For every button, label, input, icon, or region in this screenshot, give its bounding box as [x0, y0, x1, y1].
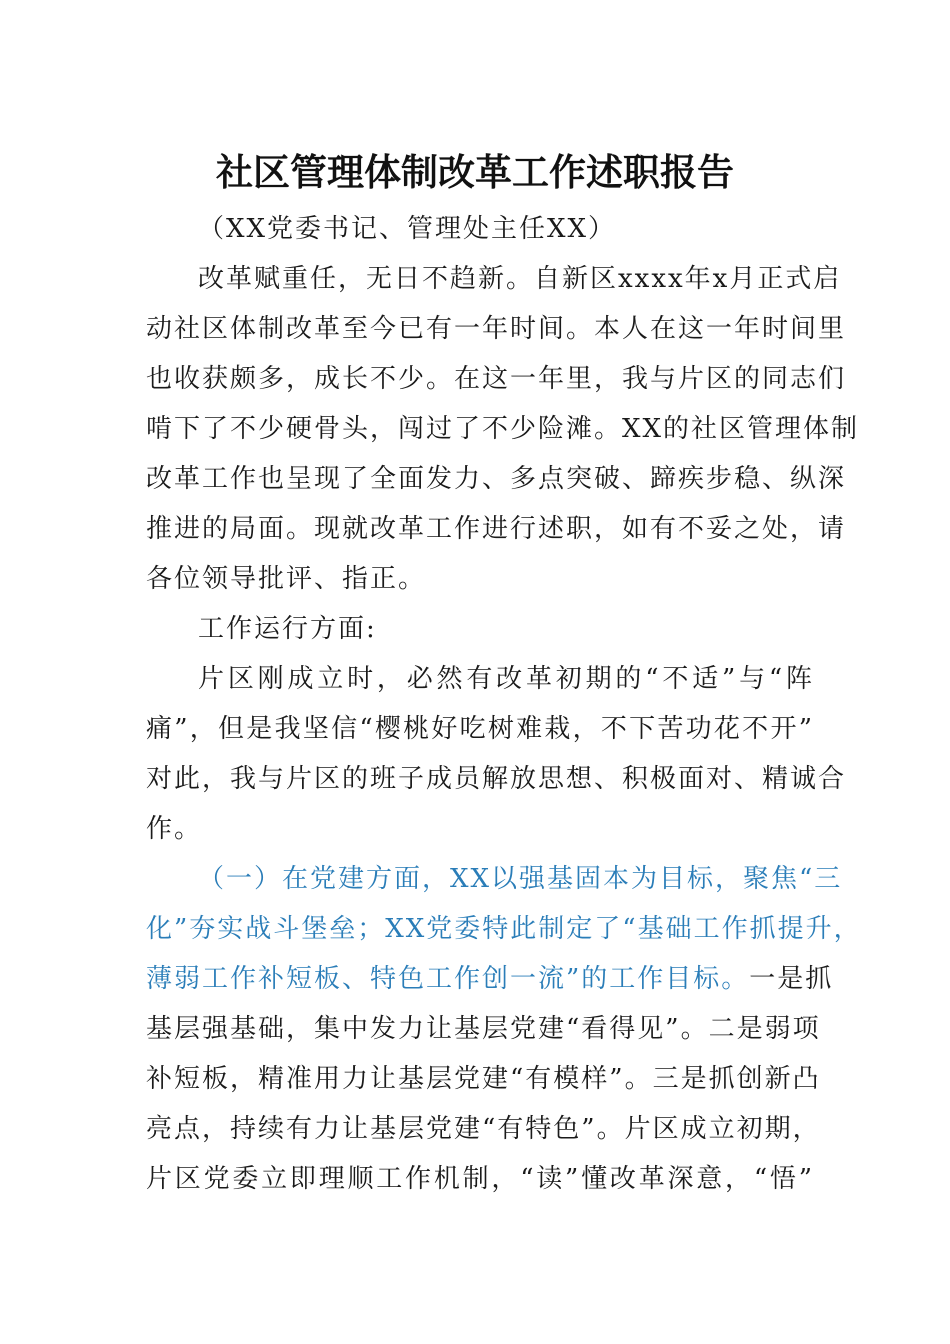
- highlighted-heading-line: （一）在党建方面，XX以强基固本为目标，聚焦“三: [198, 864, 843, 894]
- mixed-color-line: [146, 954, 834, 1004]
- paragraph-line: 对此，我与片区的班子成员解放思想、积极面对、精诚合: [146, 764, 847, 794]
- document-title: 社区管理体制改革工作述职报告: [216, 150, 734, 194]
- highlighted-heading-line: 化”夯实战斗堡垒；XX党委特此制定了“基础工作抓提升，: [146, 914, 862, 944]
- author-line: （XX党委书记、管理处主任XX）: [198, 214, 617, 244]
- paragraph-line: 亮点，持续有力让基层党建“有特色”。片区成立初期，: [146, 1114, 821, 1144]
- paragraph-line: 也收获颇多，成长不少。在这一年里，我与片区的同志们: [146, 364, 847, 394]
- section-heading: 工作运行方面:: [198, 614, 377, 644]
- document-body: [146, 204, 862, 1204]
- paragraph-line: 推进的局面。现就改革工作进行述职，如有不妥之处，请: [146, 514, 847, 544]
- paragraph-line: 改革工作也呈现了全面发力、多点突破、蹄疾步稳、纵深: [146, 464, 847, 494]
- paragraph-line: 作。: [146, 814, 203, 844]
- paragraph-line: 痛”，但是我坚信“樱桃好吃树难栽，不下苦功花不开”: [146, 714, 814, 744]
- paragraph-line: 动社区体制改革至今已有一年时间。本人在这一年时间里: [146, 314, 847, 344]
- paragraph-line: 片区党委立即理顺工作机制，“读”懂改革深意，“悟”: [146, 1164, 814, 1194]
- paragraph-line: 补短板，精准用力让基层党建“有模样”。三是抓创新凸: [146, 1064, 821, 1094]
- paragraph-line: 各位领导批评、指正。: [146, 564, 427, 594]
- paragraph-line: 啃下了不少硬骨头，闯过了不少险滩。XX的社区管理体制: [146, 414, 860, 444]
- paragraph-line: 改革赋重任，无日不趋新。自新区xxxx年x月正式启: [198, 264, 842, 294]
- highlighted-text: 薄弱工作补短板、特色工作创一流”的工作目标。: [146, 964, 750, 994]
- regular-text: 一是抓: [749, 964, 834, 994]
- paragraph-line: 基层强基础，集中发力让基层党建“看得见”。二是弱项: [146, 1014, 821, 1044]
- paragraph-line: 片区刚成立时，必然有改革初期的“不适”与“阵: [198, 664, 814, 694]
